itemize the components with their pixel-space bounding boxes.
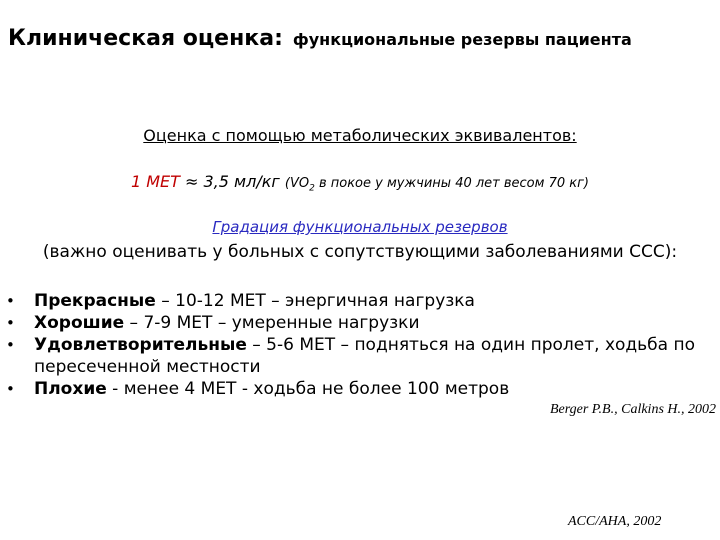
bullet-icon: • <box>6 336 15 354</box>
met-note-subscript: 2 <box>309 183 315 194</box>
list-item <box>6 312 718 334</box>
item-term: Прекрасные <box>34 291 156 311</box>
item-term: Удовлетворительные <box>34 335 247 355</box>
met-note-open: (VO <box>284 176 310 191</box>
met-definition <box>0 172 720 194</box>
list-item <box>6 290 718 312</box>
reserve-list <box>6 290 718 400</box>
bullet-icon: • <box>6 380 15 398</box>
bullet-icon: • <box>6 314 15 332</box>
item-text: – 5-6 MET – подняться на один пролет, ходьба по пересеченной местности <box>34 335 696 377</box>
slide-title <box>8 26 632 51</box>
item-term: Хорошие <box>34 313 125 333</box>
citation-acc-aha: ACC/AHA, 2002 <box>568 514 662 529</box>
met-equivalence: ≈ 3,5 мл/кг <box>179 172 285 191</box>
title-main: Клиническая оценка: <box>8 26 283 51</box>
section-heading: Оценка с помощью метаболических эквивалентов: <box>143 126 577 145</box>
item-text: - менее 4 MET - ходьба не более 100 метров <box>106 379 510 399</box>
met-note-rest: в покое у мужчины 40 лет весом 70 кг) <box>314 176 590 191</box>
gradation-subtitle: (важно оценивать у больных с сопутствующими заболеваниями ССС): <box>42 242 678 262</box>
item-text: – 10-12 MET – энергичная нагрузка <box>155 291 475 311</box>
list-item <box>6 334 718 378</box>
citation-berger: Berger P.B., Calkins H., 2002 <box>549 402 716 417</box>
met-lead: 1 MET <box>130 172 180 191</box>
item-text: – 7-9 MET – умеренные нагрузки <box>124 313 420 333</box>
bullet-icon: • <box>6 292 15 310</box>
gradation-title: Градация функциональных резервов <box>212 218 508 236</box>
met-note <box>284 176 590 194</box>
list-item <box>6 378 718 400</box>
title-subtitle: функциональные резервы пациента <box>292 30 632 49</box>
item-term: Плохие <box>34 379 107 399</box>
